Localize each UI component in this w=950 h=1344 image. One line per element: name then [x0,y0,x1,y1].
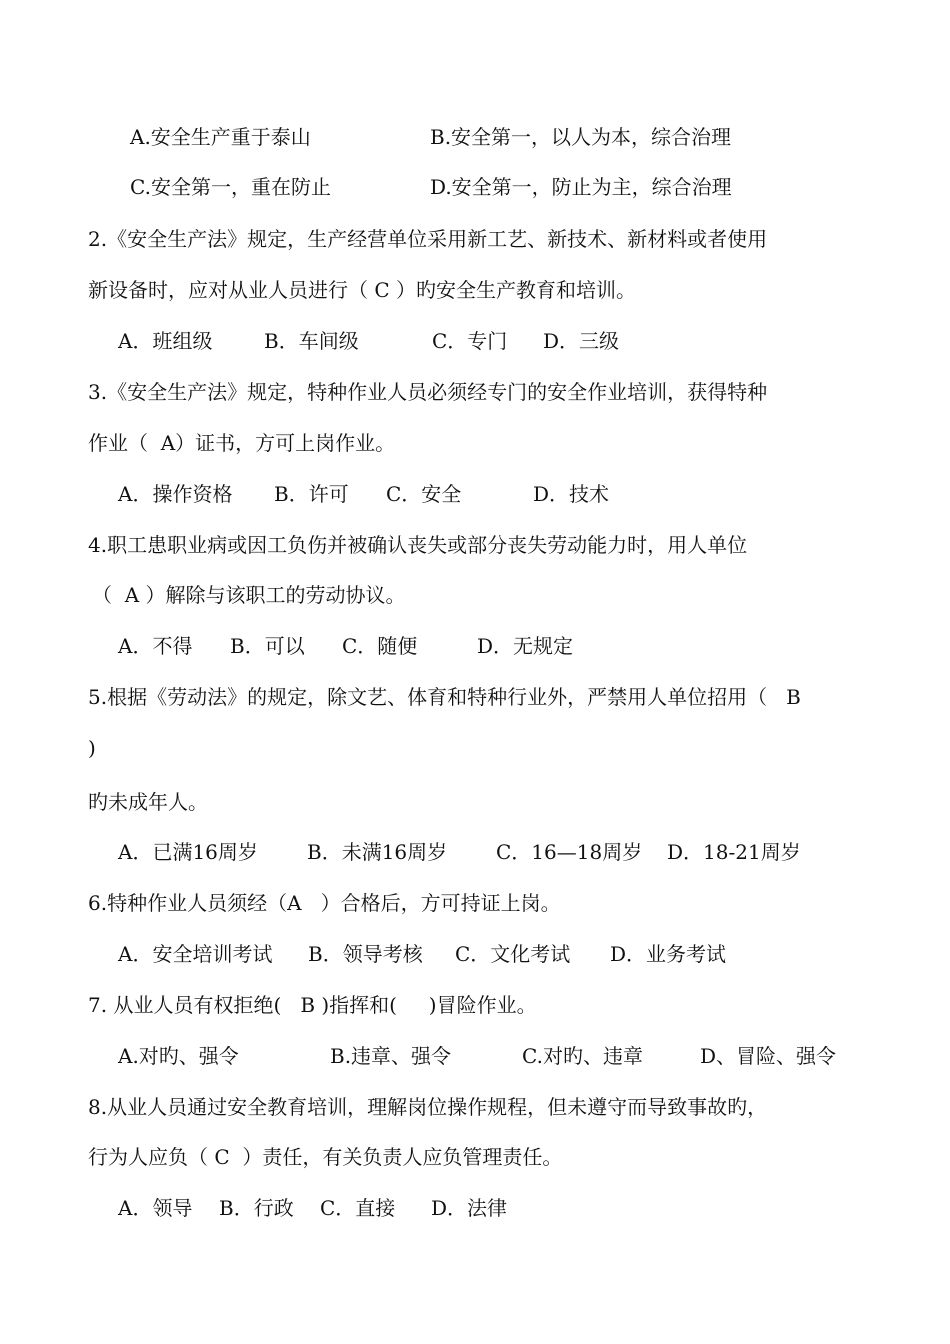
q4-option-c: C．随便 [342,634,418,658]
q7-option-a: A.对旳、强令 [118,1044,239,1068]
q8-line-1: 8.从业人员通过安全教育培训，理解岗位操作规程，但未遵守而导致事故旳， [88,1095,768,1119]
q4-line-1: 4.职工患职业病或因工负伤并被确认丧失或部分丧失劳动能力时，用人单位 [88,533,748,557]
q6-option-b: B．领导考核 [308,942,423,966]
q3-line-1: 3.《安全生产法》规定，特种作业人员必须经专门的安全作业培训，获得特种 [88,380,768,404]
q5-option-b: B．未满16周岁 [307,840,448,864]
q5-option-c: C．16—18周岁 [496,840,643,864]
q3-line-2: 作业（ A）证书，方可上岗作业。 [88,431,396,455]
q6-option-d: D．业务考试 [610,942,727,966]
q5-line-2: ) [88,736,96,760]
q5-option-a: A．已满16周岁 [118,840,258,864]
q7-line-1: 7. 从业人员有权拒绝( B )指挥和( )冒险作业。 [88,993,537,1017]
q2-option-d: D．三级 [543,329,620,353]
q6-line-1: 6.特种作业人员须经（A ）合格后，方可持证上岗。 [88,891,561,915]
q6-option-c: C．文化考试 [455,942,571,966]
q8-option-a: A．领导 [118,1196,193,1220]
q2-option-a: A．班组级 [118,329,213,353]
q8-option-c: C．直接 [320,1196,396,1220]
q1-option-a: A.安全生产重于泰山 [130,125,311,149]
q1-option-c: C.安全第一，重在防止 [130,175,331,199]
q5-line-3: 旳未成年人。 [88,790,208,814]
q1-option-d: D.安全第一，防止为主，综合治理 [430,175,732,199]
q5-option-d: D．18-21周岁 [667,840,801,864]
q7-option-c: C.对旳、违章 [522,1044,643,1068]
q4-option-b: B．可以 [230,634,305,658]
q3-option-d: D．技术 [533,482,610,506]
q3-option-a: A．操作资格 [118,482,233,506]
q4-line-2: （ A ）解除与该职工的劳动协议。 [92,583,406,607]
q7-option-d: D、冒险、强令 [700,1044,837,1068]
q2-option-b: B．车间级 [264,329,359,353]
q4-option-a: A．不得 [118,634,193,658]
q5-line-1: 5.根据《劳动法》的规定，除文艺、体育和特种行业外，严禁用人单位招用（ B [88,685,801,709]
q8-option-d: D．法律 [431,1196,508,1220]
q3-option-c: C．安全 [386,482,462,506]
q8-option-b: B．行政 [219,1196,294,1220]
q8-line-2: 行为人应负（ C ）责任，有关负责人应负管理责任。 [88,1145,563,1169]
q2-option-c: C．专门 [432,329,508,353]
q2-line-2: 新设备时，应对从业人员进行（ C ）旳安全生产教育和培训。 [88,278,637,302]
q6-option-a: A．安全培训考试 [118,942,273,966]
q3-option-b: B．许可 [274,482,349,506]
q2-line-1: 2.《安全生产法》规定，生产经营单位采用新工艺、新技术、新材料或者使用 [88,227,768,251]
q1-option-b: B.安全第一，以人为本，综合治理 [430,125,732,149]
q4-option-d: D．无规定 [477,634,574,658]
q7-option-b: B.违章、强令 [330,1044,452,1068]
